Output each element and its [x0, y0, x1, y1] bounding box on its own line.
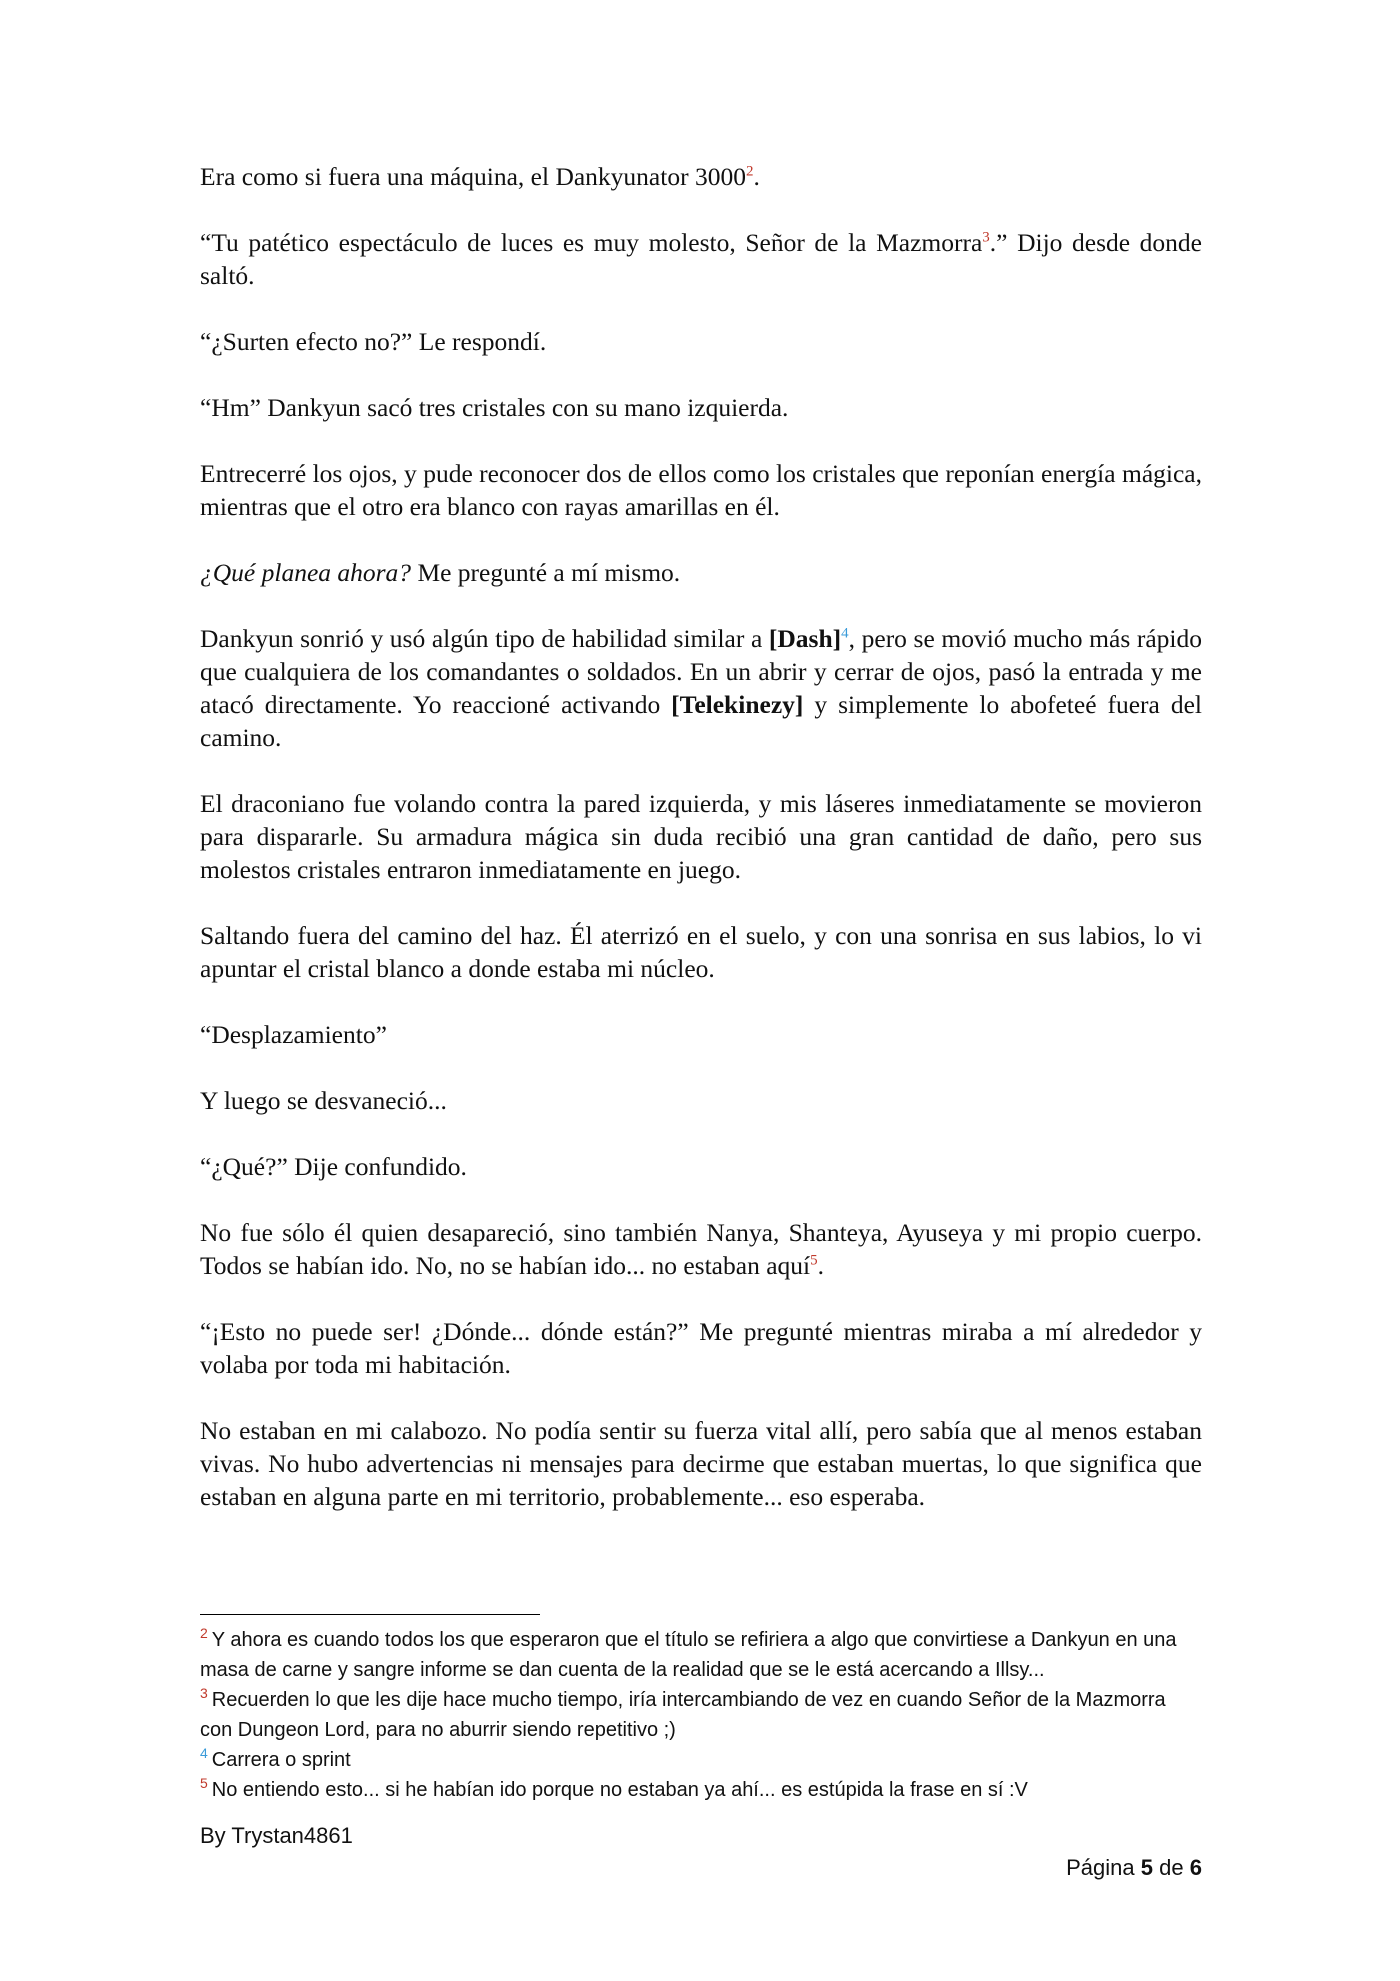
paragraph-12: “¿Qué?” Dije confundido. [200, 1152, 467, 1181]
skill-name-dash: [Dash] [768, 624, 842, 653]
footnote-3 [200, 1685, 1202, 1745]
paragraph-5: Entrecerré los ojos, y pude reconocer dos de ellos como los cristales que reponían energía mágica, mientras que el otro era blanco con rayas amarillas en él. [200, 459, 1202, 521]
paragraph-10: “Desplazamiento” [200, 1020, 387, 1049]
paragraph-end: . [817, 1251, 824, 1280]
page-label: Página [1066, 1855, 1135, 1880]
footnote-number: 4 [200, 1745, 208, 1762]
footnote-text: No entiendo esto... si he habían ido porque no estaban ya ahí... es estúpida la frase en sí :V [211, 1779, 1028, 1801]
footnote-ref-2[interactable]: 2 [745, 163, 754, 180]
footnote-ref-4[interactable]: 4 [841, 625, 849, 642]
footnote-number: 3 [200, 1685, 208, 1702]
paragraph-6 [200, 556, 1202, 589]
paragraph-7 [200, 622, 1202, 754]
footnote-number: 2 [200, 1625, 208, 1642]
footnote-4 [200, 1745, 1202, 1775]
paragraph-end: . [753, 162, 760, 191]
footnote-number: 5 [200, 1775, 208, 1792]
paragraph-4: “Hm” Dankyun sacó tres cristales con su mano izquierda. [200, 393, 789, 422]
author-byline: By Trystan4861 [200, 1823, 353, 1848]
footnote-text: Recuerden lo que les dije hace mucho tiempo, iría intercambiando de vez en cuando Señor de la Mazmorra con Dungeon Lord, para no aburrir siendo repetitivo ;) [200, 1689, 1166, 1741]
footnotes-section [200, 1625, 1202, 1805]
paragraph-11: Y luego se desvaneció... [200, 1086, 447, 1115]
current-page: 5 [1140, 1855, 1154, 1880]
paragraph-15: No estaban en mi calabozo. No podía sentir su fuerza vital allí, pero sabía que al menos estaban vivas. No hubo advertencias ni mensajes para decirme que estaban muertas, lo que significa que estaban en alguna parte en mi territorio, probablemente... eso esperaba. [200, 1416, 1202, 1511]
italic-thought: ¿Qué planea ahora? [200, 558, 412, 587]
footnote-5 [200, 1775, 1202, 1805]
paragraph-text: y simplemente lo abofeteé fuera del camino. [200, 690, 1202, 752]
paragraph-14: “¡Esto no puede ser! ¿Dónde... dónde están?” Me pregunté mientras miraba a mí alrededor y volaba por toda mi habitación. [200, 1317, 1202, 1379]
body-text [200, 160, 1202, 1546]
page-number [1066, 1853, 1202, 1883]
footnote-ref-5[interactable]: 5 [810, 1252, 818, 1269]
paragraph-text: Me pregunté a mí mismo. [411, 558, 681, 587]
footnote-divider [200, 1614, 540, 1615]
total-pages: 6 [1189, 1855, 1202, 1880]
footnote-text: Carrera o sprint [211, 1749, 351, 1771]
paragraph-text: , pero se movió mucho más rápido que cualquiera de los comandantes o soldados. En un abrir y cerrar de ojos, pasó la entrada y me atacó directamente. Yo reaccioné activando [200, 624, 1202, 719]
skill-name-telekinezy: [Telekinezy] [671, 690, 804, 719]
paragraph-text: No fue sólo él quien desapareció, sino también Nanya, Shanteya, Ayuseya y mi propio cuerpo. Todos se habían ido. No, no se habían ido... no estaban aquí [200, 1218, 1202, 1280]
footnote-2 [200, 1625, 1202, 1685]
paragraph-text: “Tu patético espectáculo de luces es muy molesto, Señor de la Mazmorra [200, 228, 983, 257]
paragraph-13 [200, 1216, 1202, 1282]
paragraph-9: Saltando fuera del camino del haz. Él aterrizó en el suelo, y con una sonrisa en sus labios, lo vi apuntar el cristal blanco a donde estaba mi núcleo. [200, 921, 1202, 983]
paragraph-8: El draconiano fue volando contra la pared izquierda, y mis láseres inmediatamente se movieron para dispararle. Su armadura mágica sin duda recibió una gran cantidad de daño, pero sus molestos cristales entraron inmediatamente en juego. [200, 789, 1202, 884]
paragraph-1 [200, 160, 1202, 193]
footnote-text: Y ahora es cuando todos los que esperaron que el título se refiriera a algo que convirtiese a Dankyun en una masa de carne y sangre informe se dan cuenta de la realidad que se le está acercando a Illsy... [200, 1629, 1177, 1681]
paragraph-text: Dankyun sonrió y usó algún tipo de habilidad similar a [200, 624, 769, 653]
paragraph-2 [200, 226, 1202, 292]
footnote-ref-3[interactable]: 3 [982, 229, 990, 246]
paragraph-text: .” Dijo desde donde saltó. [200, 228, 1202, 290]
page-of: de [1159, 1855, 1184, 1880]
paragraph-3: “¿Surten efecto no?” Le respondí. [200, 327, 547, 356]
paragraph-text: Era como si fuera una máquina, el Dankyunator 3000 [200, 162, 746, 191]
